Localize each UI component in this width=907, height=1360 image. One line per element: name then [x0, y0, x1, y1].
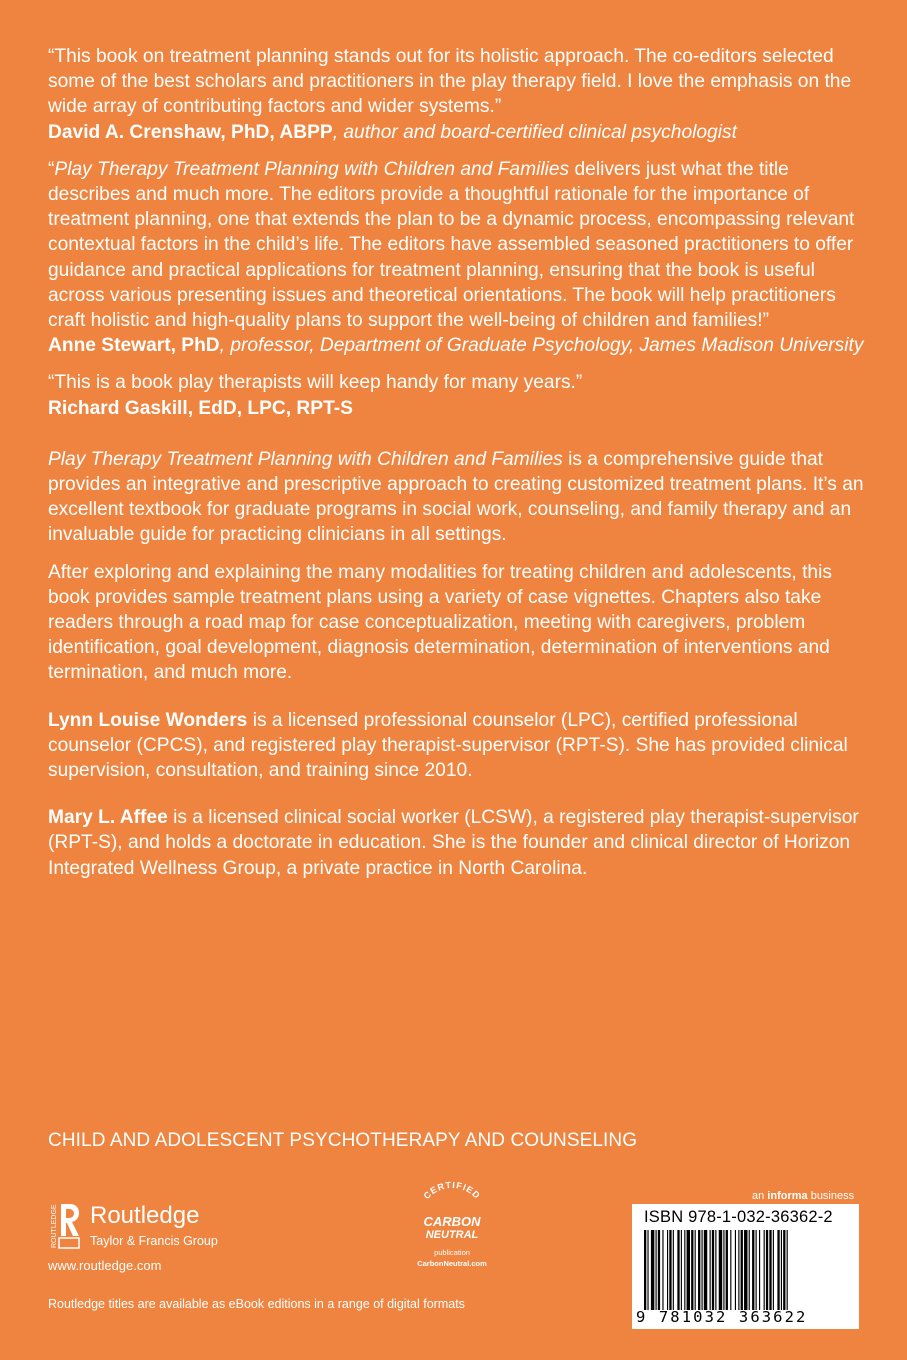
- carbon-neutral-badge-icon: [402, 1180, 502, 1275]
- barcode-bar: [656, 1230, 657, 1310]
- barcode-bar: [781, 1230, 782, 1310]
- attribution-gaskill: [48, 396, 868, 421]
- quote-role: , professor, Department of Graduate Psychology, James Madison University: [219, 335, 864, 357]
- spacer: [48, 686, 868, 708]
- quote-open-mark: “: [48, 158, 55, 180]
- barcode-bar: [702, 1230, 703, 1310]
- barcode-bar: [677, 1230, 679, 1310]
- spacer: [48, 358, 868, 370]
- description-paragraph-2: After exploring and explaining the many modalities for treating children and adolescents, this book provides sample treatment plans using a variety of case vignettes. Chapters also take readers through a road map for case conceptualization, meeting with caregivers, problem identification, goal development, diagnosis determination, determination of interventions and termination, and much more.: [48, 561, 832, 684]
- informa-prefix: an: [752, 1190, 768, 1202]
- series-title: CHILD AND ADOLESCENT PSYCHOTHERAPY AND COUNSELING: [48, 1130, 638, 1151]
- quote-text: “This is a book play therapists will keep handy for many years.”: [48, 372, 583, 394]
- barcode-bar: [684, 1230, 685, 1310]
- author-name: Mary L. Affee: [48, 807, 168, 829]
- routledge-r-icon: [48, 1200, 80, 1250]
- description-text: is a comprehensive guide that provides an integrative and prescriptive approach to creating customized treatment plans. It’s an excellent textbook for graduate programs in social work, counseling, and family therapy and an invaluable guide for practicing clinicians in all settings.: [48, 448, 864, 546]
- isbn-barcode: [632, 1204, 859, 1329]
- informa-business: [752, 1190, 854, 1202]
- barcode-bar: [644, 1230, 646, 1310]
- author-bio: is a licensed clinical social worker (LCSW), a registered play therapist-supervisor (RPT-S), and holds a doctorate in education. She is the founder and clinical director of Horizon Integrated Wellness Group, a private practice in North Carolina.: [48, 807, 859, 879]
- barcode-bar: [681, 1230, 682, 1310]
- svg-text:CERTIFIED: [422, 1180, 483, 1201]
- author-bio: is a licensed professional counselor (LPC), certified professional counselor (CPCS), and registered play therapist-supervisor (RPT-S). She has provided clinical supervision, consultation, and training since 2010.: [48, 709, 848, 782]
- barcode-bar: [710, 1230, 711, 1310]
- barcode-icon: [640, 1230, 851, 1310]
- barcode-bar: [687, 1230, 690, 1310]
- barcode-bar: [691, 1230, 693, 1310]
- barcode-bar: [715, 1230, 716, 1310]
- barcode-bar: [669, 1230, 671, 1310]
- attribution-stewart: [48, 333, 868, 358]
- publisher-url[interactable]: www.routledge.com: [48, 1258, 162, 1273]
- book-title-italic: Play Therapy Treatment Planning with Children and Families: [48, 448, 563, 470]
- barcode-bar: [695, 1230, 696, 1310]
- spacer: [48, 783, 868, 805]
- informa-brand: informa: [767, 1190, 808, 1202]
- routledge-vertical-text: ROUTLEDGE: [51, 1204, 58, 1248]
- quote-text: “This book on treatment planning stands out for its holistic approach. The co-editors selected some of the best scholars and practitioners in the play therapy field. I love the emphasis on the wide array of contributing factors and wider systems.”: [48, 46, 852, 118]
- carbon-certified-text: CERTIFIED: [421, 1180, 483, 1202]
- author-bio-wonders: [48, 708, 868, 784]
- quote-crenshaw: [48, 44, 868, 120]
- barcode-bar: [741, 1230, 743, 1310]
- spacer: [48, 145, 868, 157]
- spacer: [48, 421, 868, 447]
- barcode-bar: [752, 1230, 754, 1310]
- barcode-bar: [723, 1230, 724, 1310]
- description-paragraph-1: [48, 447, 868, 548]
- barcode-bar: [719, 1230, 722, 1310]
- barcode-bar: [766, 1230, 768, 1310]
- barcode-bar: [658, 1230, 660, 1310]
- barcode-bar: [756, 1230, 757, 1310]
- barcode-bar: [735, 1230, 736, 1310]
- barcode-bar: [662, 1230, 663, 1310]
- quote-author: Richard Gaskill, EdD, LPC, RPT-S: [48, 397, 353, 419]
- ebook-note: Routledge titles are available as eBook editions in a range of digital formats: [48, 1297, 465, 1311]
- barcode-bar: [764, 1230, 765, 1310]
- quote-author: David A. Crenshaw, PhD, ABPP: [48, 121, 333, 143]
- barcode-bar: [673, 1230, 674, 1310]
- quote-stewart: [48, 157, 868, 333]
- barcode-bar: [749, 1230, 750, 1310]
- author-name: Lynn Louise Wonders: [48, 709, 248, 731]
- barcode-bar: [769, 1230, 771, 1310]
- barcode-bar: [787, 1230, 788, 1310]
- quote-text: delivers just what the title describes and much more. The editors provide a thoughtful rationale for the importance of treatment planning, one that extends the plan to be a dynamic process, encompassing relevant contextual factors in the child’s life. The editors have assembled seasoned practitioners to offer guidance and practical applications for treatment planning, ensuring that the book is useful across various presenting issues and theoretical orientations. The book will help practitioners craft holistic and high-quality plans to support the well-being of children and families!”: [48, 158, 855, 332]
- barcode-bar: [773, 1230, 774, 1310]
- carbon-url-text: CarbonNeutral.com: [417, 1259, 487, 1268]
- attribution-crenshaw: [48, 120, 868, 145]
- barcode-bar: [651, 1230, 654, 1310]
- spacer: [48, 548, 868, 560]
- back-cover-text: [48, 44, 868, 881]
- barcode-bar: [730, 1230, 731, 1310]
- author-bio-affee: [48, 805, 868, 881]
- quote-gaskill: [48, 370, 868, 395]
- book-title-italic: Play Therapy Treatment Planning with Children and Families: [54, 158, 570, 180]
- barcode-bar: [744, 1230, 747, 1310]
- barcode-bar: [667, 1230, 668, 1310]
- isbn-label: ISBN 978-1-032-36362-2: [644, 1208, 833, 1226]
- barcode-bar: [738, 1230, 739, 1310]
- barcode-bar: [783, 1230, 785, 1310]
- carbon-text-1: CARBON: [423, 1214, 481, 1229]
- carbon-publication-text: publication: [434, 1248, 470, 1257]
- barcode-bar: [704, 1230, 707, 1310]
- publisher-name: Routledge: [90, 1202, 200, 1229]
- barcode-bar: [698, 1230, 700, 1310]
- barcode-bar: [777, 1230, 779, 1310]
- publisher-group: Taylor & Francis Group: [90, 1234, 218, 1248]
- barcode-bar: [726, 1230, 728, 1310]
- carbon-text-2: NEUTRAL: [425, 1229, 479, 1241]
- barcode-bar: [647, 1230, 648, 1310]
- barcode-digits: 9 781032 363622: [636, 1308, 808, 1326]
- quote-role: , author and board-certified clinical psychologist: [332, 121, 737, 143]
- informa-suffix: business: [807, 1190, 855, 1202]
- barcode-bar: [759, 1230, 760, 1310]
- quote-author: Anne Stewart, PhD: [48, 335, 220, 357]
- barcode-bar: [712, 1230, 714, 1310]
